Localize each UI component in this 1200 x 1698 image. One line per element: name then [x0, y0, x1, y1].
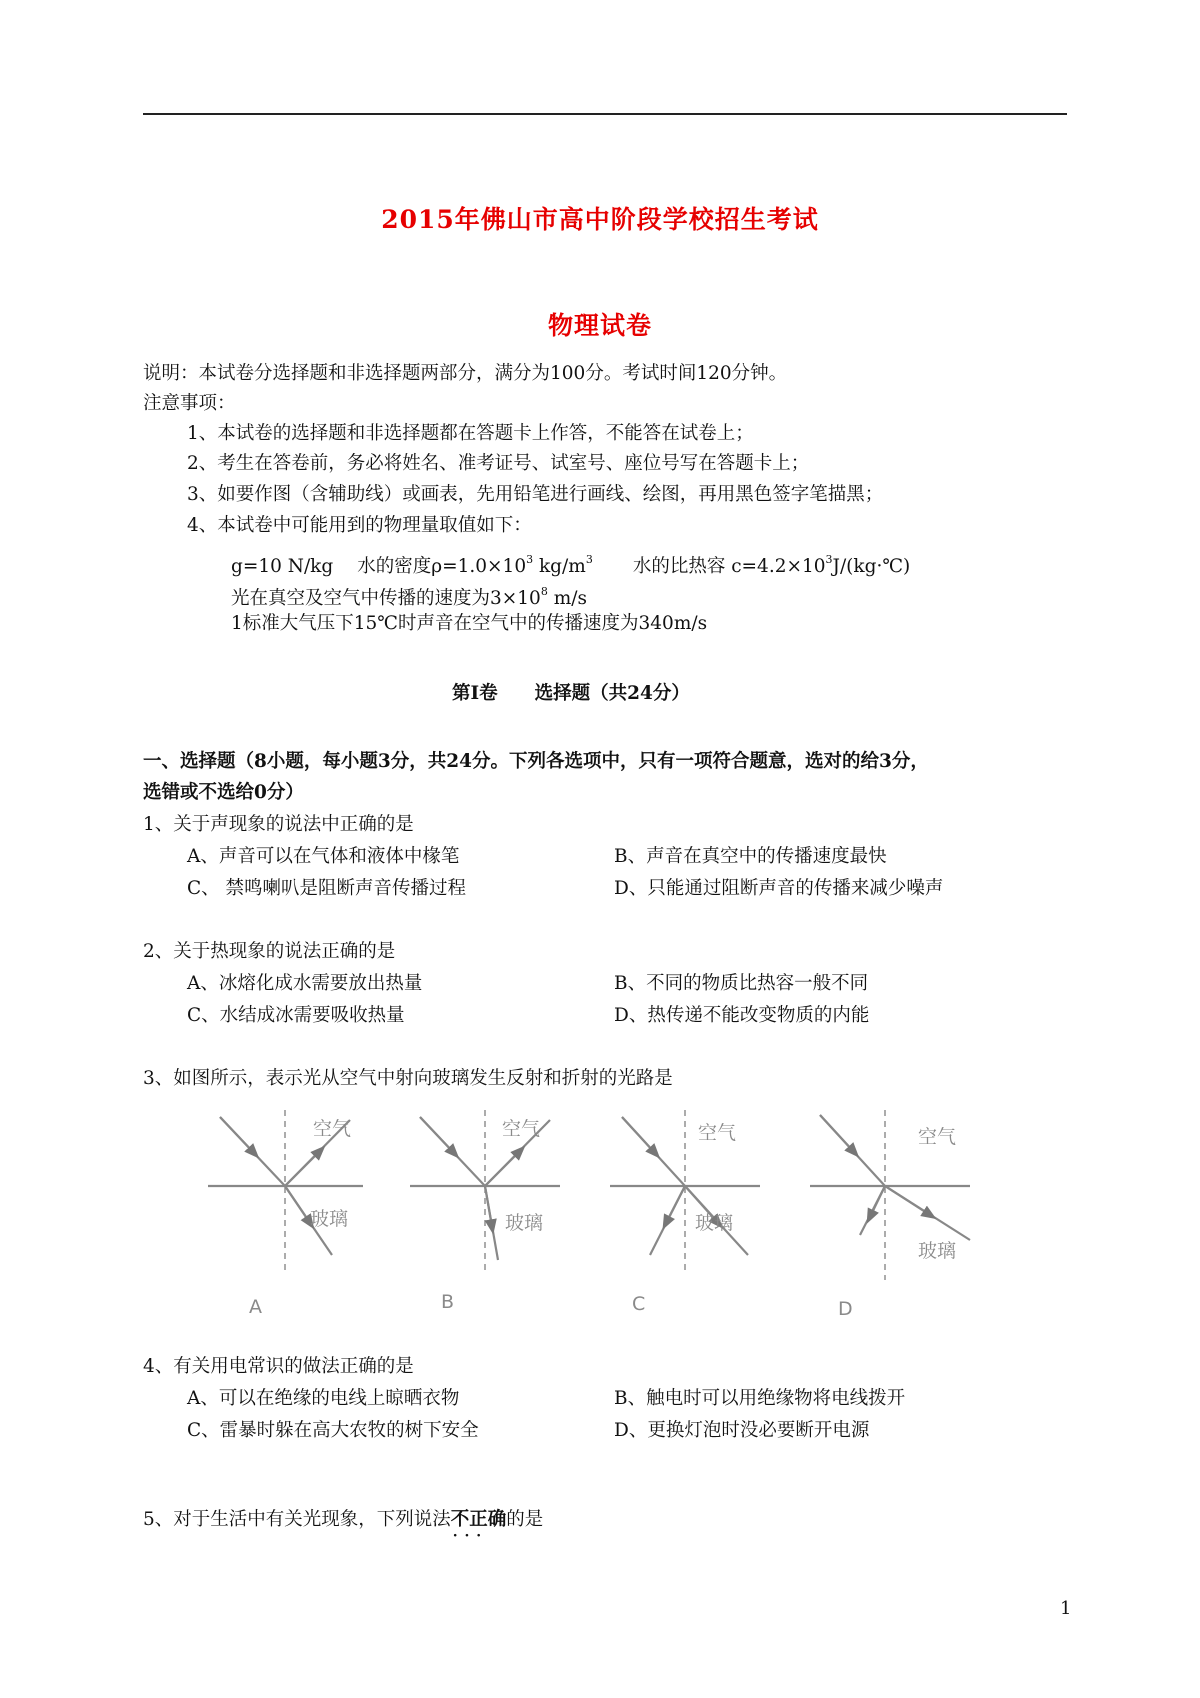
light-path-figure	[200, 1105, 1020, 1320]
question-1-option-d: D、只能通过阻断声音的传播来减少噪声	[614, 878, 944, 899]
note-1: 1、本试卷的选择题和非选择题都在答题卡上作答，不能答在试卷上；	[187, 423, 754, 444]
exam-title: 2015年佛山市高中阶段学校招生考试	[381, 205, 819, 234]
question-2-option-b: B、不同的物质比热容一般不同	[614, 973, 869, 994]
question-1-option-a: A、声音可以在气体和液体中椽笔	[187, 846, 460, 867]
question-5-emphasis: 不正确 · · ·	[451, 1509, 507, 1530]
question-4-option-a: A、可以在绝缘的电线上晾晒衣物	[187, 1388, 460, 1409]
panel-label-a: A	[249, 1296, 262, 1318]
question-1-option-b: B、声音在真空中的传播速度最快	[614, 846, 887, 867]
question-1-option-c: C、 禁鸣喇叭是阻断声音传播过程	[187, 878, 467, 899]
air-label-d: 空气	[918, 1126, 957, 1148]
note-4: 4、本试卷中可能用到的物理量取值如下：	[187, 515, 532, 536]
panel-label-d: D	[838, 1298, 853, 1320]
air-label-c: 空气	[698, 1122, 737, 1144]
panel-label-b: B	[441, 1291, 455, 1313]
question-4-stem: 4、有关用电常识的做法正确的是	[143, 1356, 414, 1377]
note-3: 3、如要作图（含辅助线）或画表，先用铅笔进行画线、绘图，再用黑色签字笔描黑；	[187, 484, 884, 505]
constant-sound-speed: 1标准大气压下15℃时声音在空气中的传播速度为340m/s	[231, 613, 708, 634]
panel-label-c: C	[632, 1293, 646, 1315]
glass-label-d: 玻璃	[918, 1240, 957, 1262]
question-2-stem: 2、关于热现象的说法正确的是	[143, 941, 396, 962]
air-label-a: 空气	[313, 1118, 352, 1140]
diagram-panel-c	[610, 1110, 760, 1270]
question-1-stem: 1、关于声现象的说法中正确的是	[143, 814, 414, 835]
part1-heading: 第Ⅰ卷 选择题（共24分）	[452, 683, 690, 704]
page-number: 1	[1060, 1598, 1072, 1619]
question-2-option-d: D、热传递不能改变物质的内能	[614, 1005, 870, 1026]
question-2-option-a: A、冰熔化成水需要放出热量	[187, 973, 423, 994]
glass-label-a: 玻璃	[310, 1208, 349, 1230]
question-4-option-b: B、触电时可以用绝缘物将电线拨开	[614, 1388, 906, 1409]
question-5-stem: 5、对于生活中有关光现象，下列说法不正确 · · ·的是	[143, 1508, 543, 1532]
question-2-option-c: C、水结成冰需要吸收热量	[187, 1005, 405, 1026]
constant-water-density: 水的密度$\rho=1.0\times 10^3$ $kg/m^3$	[357, 553, 593, 577]
glass-label-c: 玻璃	[695, 1212, 734, 1234]
constants-line	[231, 548, 910, 579]
notice-heading: 注意事项：	[143, 393, 236, 414]
exam-subtitle: 物理试卷	[547, 311, 652, 340]
section1-instructions-line2: 选错或不选给0分）	[143, 782, 304, 803]
glass-label-b: 玻璃	[505, 1212, 544, 1234]
constant-light-speed: 光在真空及空气中传播的速度为$3\times 10^8$ m/s	[231, 585, 587, 609]
section1-instructions-line1: 一、选择题（8小题，每小题3分，共24分。下列各选项中，只有一项符合题意，选对的给3分，	[143, 751, 929, 772]
question-4-option-c: C、雷暴时躲在高大农牧的树下安全	[187, 1420, 479, 1441]
question-3-stem: 3、如图所示，表示光从空气中射向玻璃发生反射和折射的光路是	[143, 1068, 673, 1089]
constant-specific-heat: 水的比热容 $c=4.2\times 10^3J/(kg\cdot℃)$	[632, 553, 911, 577]
question-4-option-d: D、更换灯泡时没必要断开电源	[614, 1420, 870, 1441]
header-rule	[143, 113, 1067, 115]
constant-g: g=10 N/kg	[231, 556, 334, 577]
air-label-b: 空气	[502, 1118, 541, 1140]
exam-description: 说明：本试卷分选择题和非选择题两部分，满分为100分。考试时间120分钟。	[143, 363, 788, 384]
note-2: 2、考生在答卷前，务必将姓名、准考证号、试室号、座位号写在答题卡上；	[187, 453, 810, 474]
